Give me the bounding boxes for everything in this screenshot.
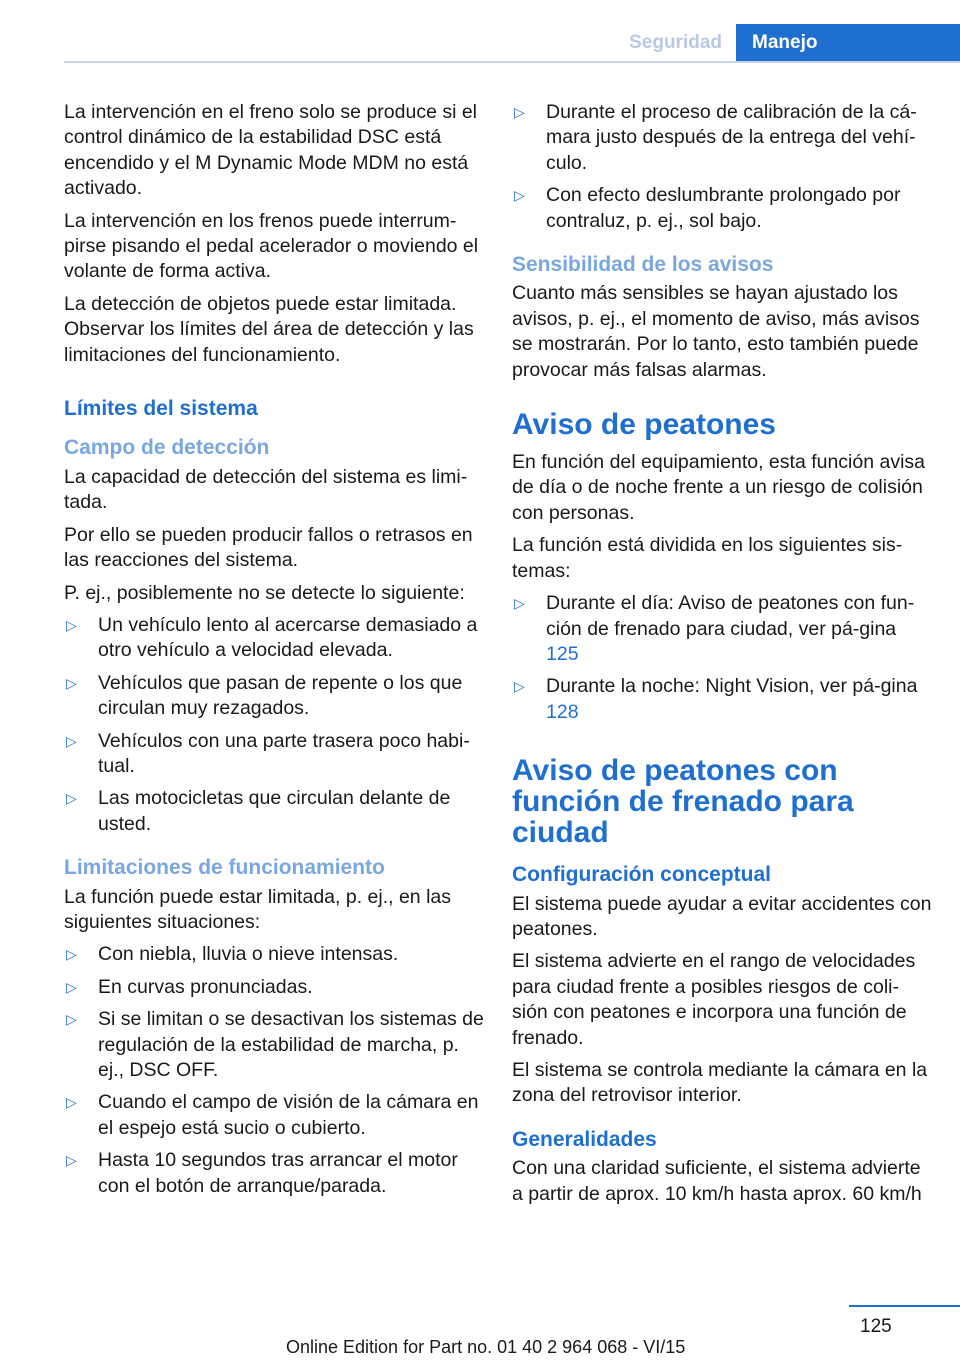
paragraph: El sistema se controla mediante la cámara en la zona del retrovisor interior. — [512, 1058, 928, 1107]
edition-footer: Online Edition for Part no. 01 40 2 964 068 - VI/15 — [286, 1337, 686, 1357]
page-link-125[interactable]: 125 — [546, 642, 579, 665]
paragraph: El sistema puede ayudar a evitar accidentes con peatones. — [512, 892, 932, 940]
triangle-bullet-icon: ▷ — [66, 978, 77, 995]
page-number: 125 — [860, 1316, 892, 1337]
list-item: ▷ En curvas pronunciadas. — [64, 975, 484, 1000]
triangle-bullet-icon: ▷ — [66, 1094, 77, 1111]
paragraph: En función del equipamiento, esta función avisa de día o de noche frente a un riesgo de colisión con personas. — [512, 451, 926, 524]
section-heading-pedestrian-city-braking: Aviso de peatones con función de frenado para ciudad — [512, 754, 854, 850]
bullet-list — [512, 100, 932, 234]
subheading-general: Generalidades — [512, 1127, 657, 1151]
list-item: ▷ Vehículos con una parte trasera poco habi‐tual. — [66, 729, 470, 777]
list-item: ▷ Durante la noche: Night Vision, ver pá‐gina 128 — [514, 675, 918, 723]
page-link-128[interactable]: 128 — [546, 700, 579, 723]
list-item: ▷ Un vehículo lento al acercarse demasiado a otro vehículo a velocidad elevada. — [66, 613, 478, 662]
triangle-bullet-icon: ▷ — [514, 678, 525, 695]
triangle-bullet-icon: ▷ — [66, 616, 77, 633]
triangle-bullet-icon: ▷ — [514, 104, 525, 120]
bullet-list — [64, 942, 484, 1199]
paragraph: Por ello se pueden producir fallos o retrasos en las reacciones del sistema. — [64, 523, 473, 572]
section-heading-limits: Límites del sistema — [64, 397, 258, 421]
header-rule — [64, 61, 960, 63]
section-heading-pedestrian-warning: Aviso de peatones — [512, 408, 776, 442]
bullet-list — [512, 591, 932, 725]
triangle-bullet-icon: ▷ — [66, 1011, 77, 1028]
list-item: ▷ Las motocicletas que circulan delante de usted. — [66, 787, 451, 835]
list-item: ▷ Vehículos que pasan de repente o los que circulan muy rezagados. — [66, 671, 463, 720]
list-item: ▷ Con efecto deslumbrante prolongado por contraluz, p. ej., sol bajo. — [514, 184, 901, 232]
triangle-bullet-icon: ▷ — [514, 595, 525, 612]
bullet-list — [64, 613, 484, 837]
triangle-bullet-icon: ▷ — [66, 790, 77, 807]
paragraph: P. ej., posiblemente no se detecte lo siguiente: — [64, 581, 465, 604]
triangle-bullet-icon: ▷ — [66, 1152, 77, 1169]
paragraph: La detección de objetos puede estar limitada. Observar los límites del área de detección y las limitaciones del funcionamiento. — [64, 292, 474, 366]
paragraph: La intervención en los frenos puede interrum‐pirse pisando el pedal acelerador o moviendo el volante de forma activa. — [64, 209, 479, 283]
triangle-bullet-icon: ▷ — [66, 946, 77, 963]
tab-manejo[interactable]: Manejo — [736, 24, 960, 61]
left-column — [64, 100, 484, 1206]
list-item: ▷ Hasta 10 segundos tras arrancar el motor con el botón de arranque/parada. — [66, 1149, 458, 1197]
paragraph: La intervención en el freno solo se produce si el control dinámico de la estabilidad DSC está encendido y el M Dynamic Mode MDM no está activado. — [64, 101, 478, 200]
list-item: ▷ Durante el día: Aviso de peatones con fun‐ción de frenado para ciudad, ver pá‐gina 125 — [514, 592, 915, 665]
paragraph: Con una claridad suficiente, el sistema advierte a partir de aprox. 10 km/h hasta aprox. 60 km/h — [512, 1157, 922, 1205]
paragraph: La función puede estar limitada, p. ej., en las siguientes situaciones: — [64, 885, 451, 933]
paragraph: Cuanto más sensibles se hayan ajustado los avisos, p. ej., el momento de aviso, más avisos se mostrarán. Por lo tanto, esto también puede provocar más falsas alarmas. — [512, 282, 920, 381]
triangle-bullet-icon: ▷ — [66, 674, 77, 691]
paragraph: La capacidad de detección del sistema es limi‐tada. — [64, 465, 468, 514]
footer-rule — [849, 1305, 960, 1307]
list-item: ▷ Si se limitan o se desactivan los sistemas de regulación de la estabilidad de marcha, p. ej., DSC OFF. — [66, 1008, 484, 1081]
paragraph: El sistema advierte en el rango de velocidades para ciudad frente a posibles riesgos de coli‐sión con peatones e incorpora una función de frenado. — [512, 950, 916, 1049]
subheading-sensitivity: Sensibilidad de los avisos — [512, 253, 774, 277]
subheading-concept: Configuración conceptual — [512, 863, 772, 887]
subheading-limitations: Limitaciones de funcionamiento — [64, 856, 385, 880]
list-item: ▷ Durante el proceso de calibración de la cá‐mara justo después de la entrega del vehí‐culo. — [514, 101, 917, 174]
list-item: ▷ Cuando el campo de visión de la cámara en el espejo está sucio o cubierto. — [66, 1091, 479, 1139]
paragraph: La función está dividida en los siguientes sis‐temas: — [512, 534, 903, 582]
triangle-bullet-icon: ▷ — [66, 732, 77, 749]
subheading-detection-field: Campo de detección — [64, 436, 270, 460]
tab-seguridad[interactable]: Seguridad — [629, 32, 722, 53]
right-column — [512, 100, 932, 1214]
list-item: ▷ Con niebla, lluvia o nieve intensas. — [64, 942, 484, 967]
triangle-bullet-icon: ▷ — [514, 187, 525, 204]
